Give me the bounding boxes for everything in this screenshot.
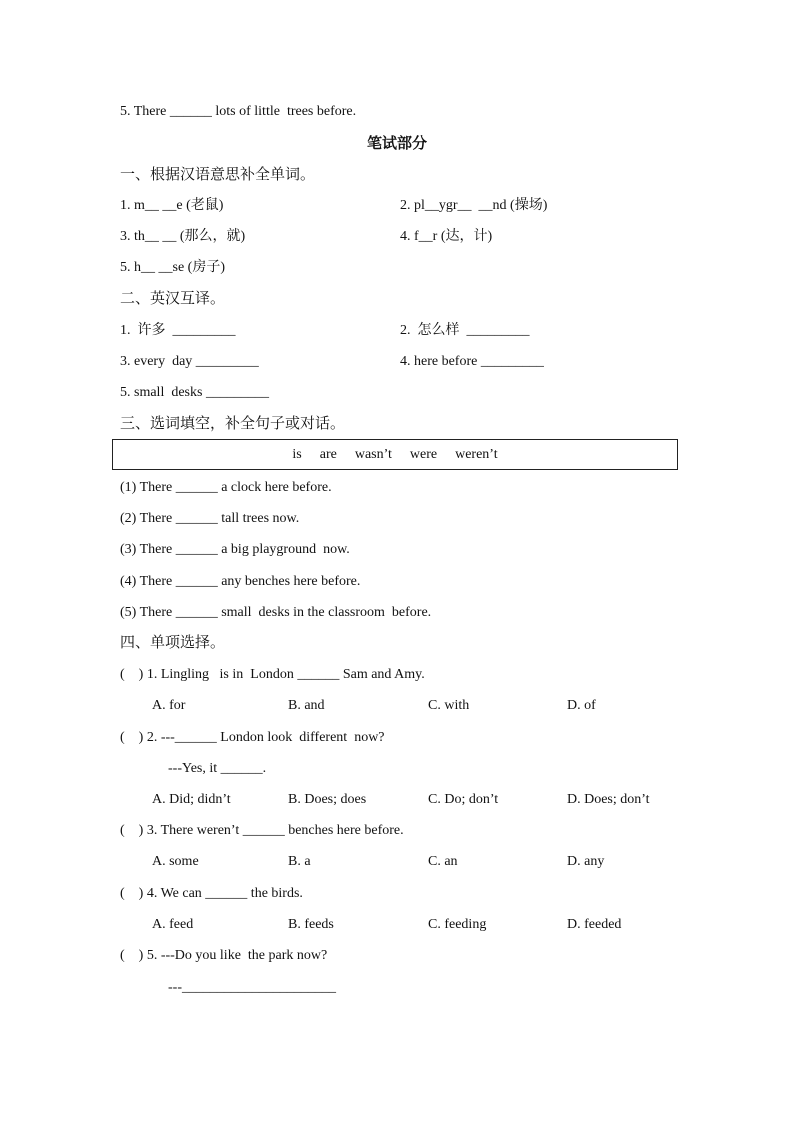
sec2-q5: 5. small desks _________ — [120, 385, 269, 400]
sec4-q3-option-d: D. any — [567, 854, 605, 869]
sec3-q2: (2) There ______ tall trees now. — [120, 511, 300, 526]
section-1-heading: 一、根据汉语意思补全单词。 — [120, 167, 316, 183]
section-3-heading: 三、选词填空，补全句子或对话。 — [120, 416, 346, 432]
sec2-q3: 3. every day _________ — [120, 354, 259, 369]
sec2-q2: 2. 怎么样 _________ — [400, 323, 530, 338]
sec3-q5: (5) There ______ small desks in the classroom before. — [120, 605, 432, 620]
section-4-heading: 四、单项选择。 — [120, 635, 226, 651]
sec1-q3: 3. th__ __ (那么，就) — [120, 229, 246, 244]
sec4-q2-sub: ---Yes, it ______. — [168, 761, 267, 776]
sec4-q1-option-a: A. for — [152, 698, 186, 713]
section-2-heading: 二、英汉互译。 — [120, 291, 226, 307]
sec4-q1-stem: ( ) 1. Lingling is in London ______ Sam and Amy. — [120, 667, 425, 682]
word-bank-item: is — [292, 446, 302, 462]
sec4-q1-option-b: B. and — [288, 698, 325, 713]
sec4-q1-option-c: C. with — [428, 698, 470, 713]
sec4-q5-sub: ---______________________ — [168, 980, 336, 995]
sec4-q4-option-a: A. feed — [152, 917, 194, 932]
sec3-q3: (3) There ______ a big playground now. — [120, 542, 350, 557]
sec3-q1: (1) There ______ a clock here before. — [120, 480, 332, 495]
sec4-q4-option-b: B. feeds — [288, 917, 334, 932]
sec4-q3-option-a: A. some — [152, 854, 199, 869]
sec4-q1-option-d: D. of — [567, 698, 596, 713]
sec4-q3-option-c: C. an — [428, 854, 458, 869]
sec4-q4-stem: ( ) 4. We can ______ the birds. — [120, 886, 303, 901]
sec4-q2-stem: ( ) 2. ---______ London look different now? — [120, 730, 385, 745]
word-bank-item: weren’t — [455, 446, 498, 462]
sec2-q4: 4. here before _________ — [400, 354, 544, 369]
top-question: 5. There ______ lots of little trees before. — [120, 104, 357, 119]
sec4-q2-option-d: D. Does; don’t — [567, 792, 650, 807]
sec4-q2-option-b: B. Does; does — [288, 792, 367, 807]
page-title: 笔试部分 — [366, 136, 427, 152]
sec4-q2-option-a: A. Did; didn’t — [152, 792, 231, 807]
sec1-q1: 1. m__ __e (老鼠) — [120, 198, 224, 213]
word-bank-item: wasn’t — [354, 446, 392, 462]
sec4-q5-stem: ( ) 5. ---Do you like the park now? — [120, 948, 328, 963]
sec2-q1: 1. 许多 _________ — [120, 323, 236, 338]
sec4-q2-option-c: C. Do; don’t — [428, 792, 499, 807]
word-bank-item: were — [409, 446, 438, 462]
sec1-q5: 5. h__ __se (房子) — [120, 260, 225, 275]
sec4-q4-option-c: C. feeding — [428, 917, 487, 932]
word-bank-item: are — [319, 446, 337, 462]
word-bank-box — [112, 439, 678, 470]
sec4-q3-option-b: B. a — [288, 854, 311, 869]
sec4-q4-option-d: D. feeded — [567, 917, 622, 932]
sec1-q2: 2. pl__ygr__ __nd (操场) — [400, 198, 548, 213]
sec3-q4: (4) There ______ any benches here before. — [120, 574, 361, 589]
sec4-q3-stem: ( ) 3. There weren’t ______ benches here before. — [120, 823, 404, 838]
sec1-q4: 4. f__r (达，计) — [400, 229, 493, 244]
